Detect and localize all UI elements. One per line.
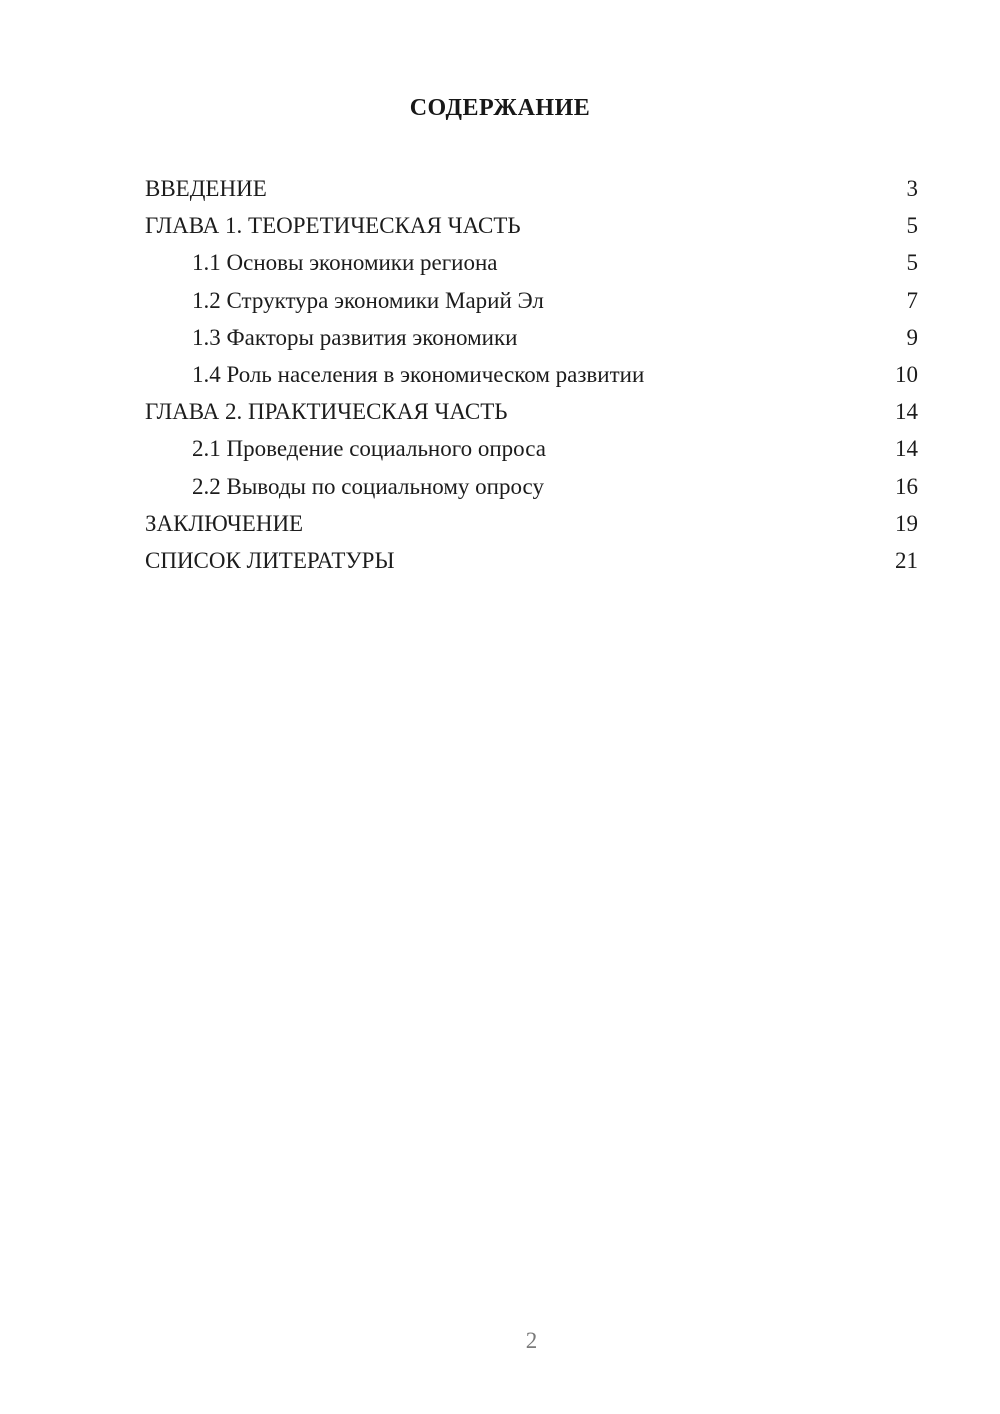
footer-page-number: 2: [525, 1328, 538, 1353]
toc-entry: [145, 319, 918, 356]
toc-entry-page-number: 14: [895, 399, 918, 425]
toc-entry-page-number: 7: [906, 287, 918, 313]
toc-entry: [145, 244, 918, 281]
toc-entry: [145, 468, 918, 505]
toc-entry-label: 2.2 Выводы по социальному опросу: [192, 473, 544, 499]
toc-entry: [145, 393, 918, 430]
toc-entry-page-number: 19: [895, 510, 918, 536]
toc-entry-label: 1.3 Факторы развития экономики: [192, 324, 518, 350]
toc-entry-page-number: 5: [906, 213, 918, 239]
toc-entry-label: ГЛАВА 2. ПРАКТИЧЕСКАЯ ЧАСТЬ: [145, 399, 508, 425]
table-of-contents: [145, 170, 918, 579]
toc-entry-page-number: 10: [895, 362, 918, 388]
toc-entry-label: 1.2 Структура экономики Марий Эл: [192, 287, 544, 313]
toc-entry-page-number: 5: [906, 250, 918, 276]
toc-entry: [145, 207, 918, 244]
toc-entry: [145, 356, 918, 393]
toc-entry-label: ЗАКЛЮЧЕНИЕ: [145, 510, 304, 536]
toc-entry-label: 1.4 Роль населения в экономическом развитии: [192, 362, 645, 388]
toc-entry: [145, 282, 918, 319]
toc-entry-label: 1.1 Основы экономики региона: [192, 250, 498, 276]
toc-entry-page-number: 9: [906, 324, 918, 350]
toc-entry-page-number: 21: [895, 548, 918, 574]
toc-entry-label: ГЛАВА 1. ТЕОРЕТИЧЕСКАЯ ЧАСТЬ: [145, 213, 521, 239]
toc-entry-label: СПИСОК ЛИТЕРАТУРЫ: [145, 548, 395, 574]
page-title: СОДЕРЖАНИЕ: [409, 95, 591, 121]
toc-entry: [145, 542, 918, 579]
toc-entry: [145, 505, 918, 542]
toc-entry: [145, 430, 918, 467]
toc-entry: [145, 170, 918, 207]
toc-entry-page-number: 3: [906, 176, 918, 201]
toc-entry-label: 2.1 Проведение социального опроса: [192, 436, 546, 462]
toc-entry-label: ВВЕДЕНИЕ: [145, 176, 267, 201]
toc-entry-page-number: 16: [895, 473, 918, 499]
toc-entry-page-number: 14: [895, 436, 918, 462]
